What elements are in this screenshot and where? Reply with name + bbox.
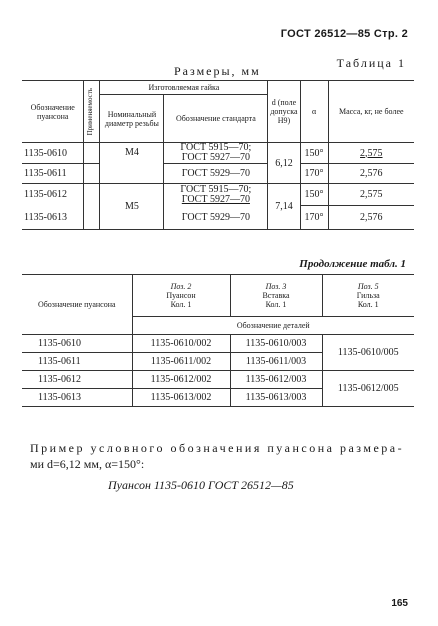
table-cell-pos5: 1135-0612/005 [322, 371, 414, 407]
header-designation: Обозначение пуансона [22, 275, 132, 335]
table-cell-standard: ГОСТ 5929—70 [164, 164, 268, 184]
table-cell-code: 1135-0613 [22, 389, 132, 407]
table-cell-pos3: 1135-0610/003 [230, 335, 322, 353]
table-cell-alpha: 150° [300, 184, 328, 206]
table-cell-standard: ГОСТ 5915—70; ГОСТ 5927—70 [164, 184, 268, 206]
parts-table [22, 274, 414, 407]
header-pos5: Поз. 5 Гильза Кол. 1 [322, 275, 414, 317]
header-d: d (поле допуска H9) [268, 81, 300, 143]
table-cell-standard: ГОСТ 5929—70 [164, 206, 268, 230]
table-cell-code: 1135-0611 [22, 353, 132, 371]
table-cell-pos2: 1135-0613/002 [132, 389, 230, 407]
table-cell-pos3: 1135-0613/003 [230, 389, 322, 407]
header-pos3: Поз. 3 Вставка Кол. 1 [230, 275, 322, 317]
example-paragraph [30, 440, 414, 472]
header-standard: Обозначение стандарта [164, 95, 268, 143]
table-caption: Таблица 1 [336, 56, 406, 70]
table-cell-mass: 2,575 [328, 184, 414, 206]
table-cell-pos2: 1135-0611/002 [132, 353, 230, 371]
table-cell-alpha: 150° [300, 143, 328, 164]
table-cell-thread: M4 [100, 143, 164, 184]
table-cell-mass: 2,575 [328, 143, 414, 164]
header-applicability: Применяемость [84, 81, 100, 143]
dimensions-table [22, 80, 414, 230]
table-cell-alpha: 170° [300, 206, 328, 230]
header-designation: Обозначение пуансона [22, 81, 84, 143]
header-pos2: Поз. 2 Пуансон Кол. 1 [132, 275, 230, 317]
table-cell-mass: 2,576 [328, 164, 414, 184]
table-cell-pos3: 1135-0612/003 [230, 371, 322, 389]
example-designation: Пуансон 1135-0610 ГОСТ 26512—85 [108, 478, 294, 492]
sizes-label: Размеры, мм [174, 64, 261, 78]
table-cell-pos2: 1135-0612/002 [132, 371, 230, 389]
table-cell-d: 7,14 [268, 184, 300, 230]
header-alpha: α [300, 81, 328, 143]
table-cell-code: 1135-0613 [22, 206, 84, 230]
table-cell-standard: ГОСТ 5915—70; ГОСТ 5927—70 [164, 143, 268, 164]
table-cell-d: 6,12 [268, 143, 300, 184]
table-cell-pos5: 1135-0610/005 [322, 335, 414, 371]
table-cell-code: 1135-0610 [22, 335, 132, 353]
table-cell-alpha: 170° [300, 164, 328, 184]
continuation-caption: Продолжение табл. 1 [299, 258, 406, 270]
table-cell-code: 1135-0612 [22, 184, 84, 206]
header-nominal-diameter: Номинальный диаметр резьбы [100, 95, 164, 143]
table-cell-code: 1135-0611 [22, 164, 84, 184]
header-mass: Масса, кг, не более [328, 81, 414, 143]
header-parts: Обозначение деталей [132, 317, 414, 335]
table-cell-code: 1135-0610 [22, 143, 84, 164]
table-cell-pos3: 1135-0611/003 [230, 353, 322, 371]
header-nut-group: Изготовляемая гайка [100, 81, 268, 95]
table-cell-mass: 2,576 [328, 206, 414, 230]
page-header: ГОСТ 26512—85 Стр. 2 [280, 28, 408, 40]
table-cell-code: 1135-0612 [22, 371, 132, 389]
example-lead: Пример условного обозначения пуансона размера- [30, 441, 405, 455]
table-cell-pos2: 1135-0610/002 [132, 335, 230, 353]
page-number: 165 [391, 598, 408, 609]
example-tail: ми d=6,12 мм, α=150°: [30, 457, 145, 471]
table-cell-thread: M5 [100, 184, 164, 230]
